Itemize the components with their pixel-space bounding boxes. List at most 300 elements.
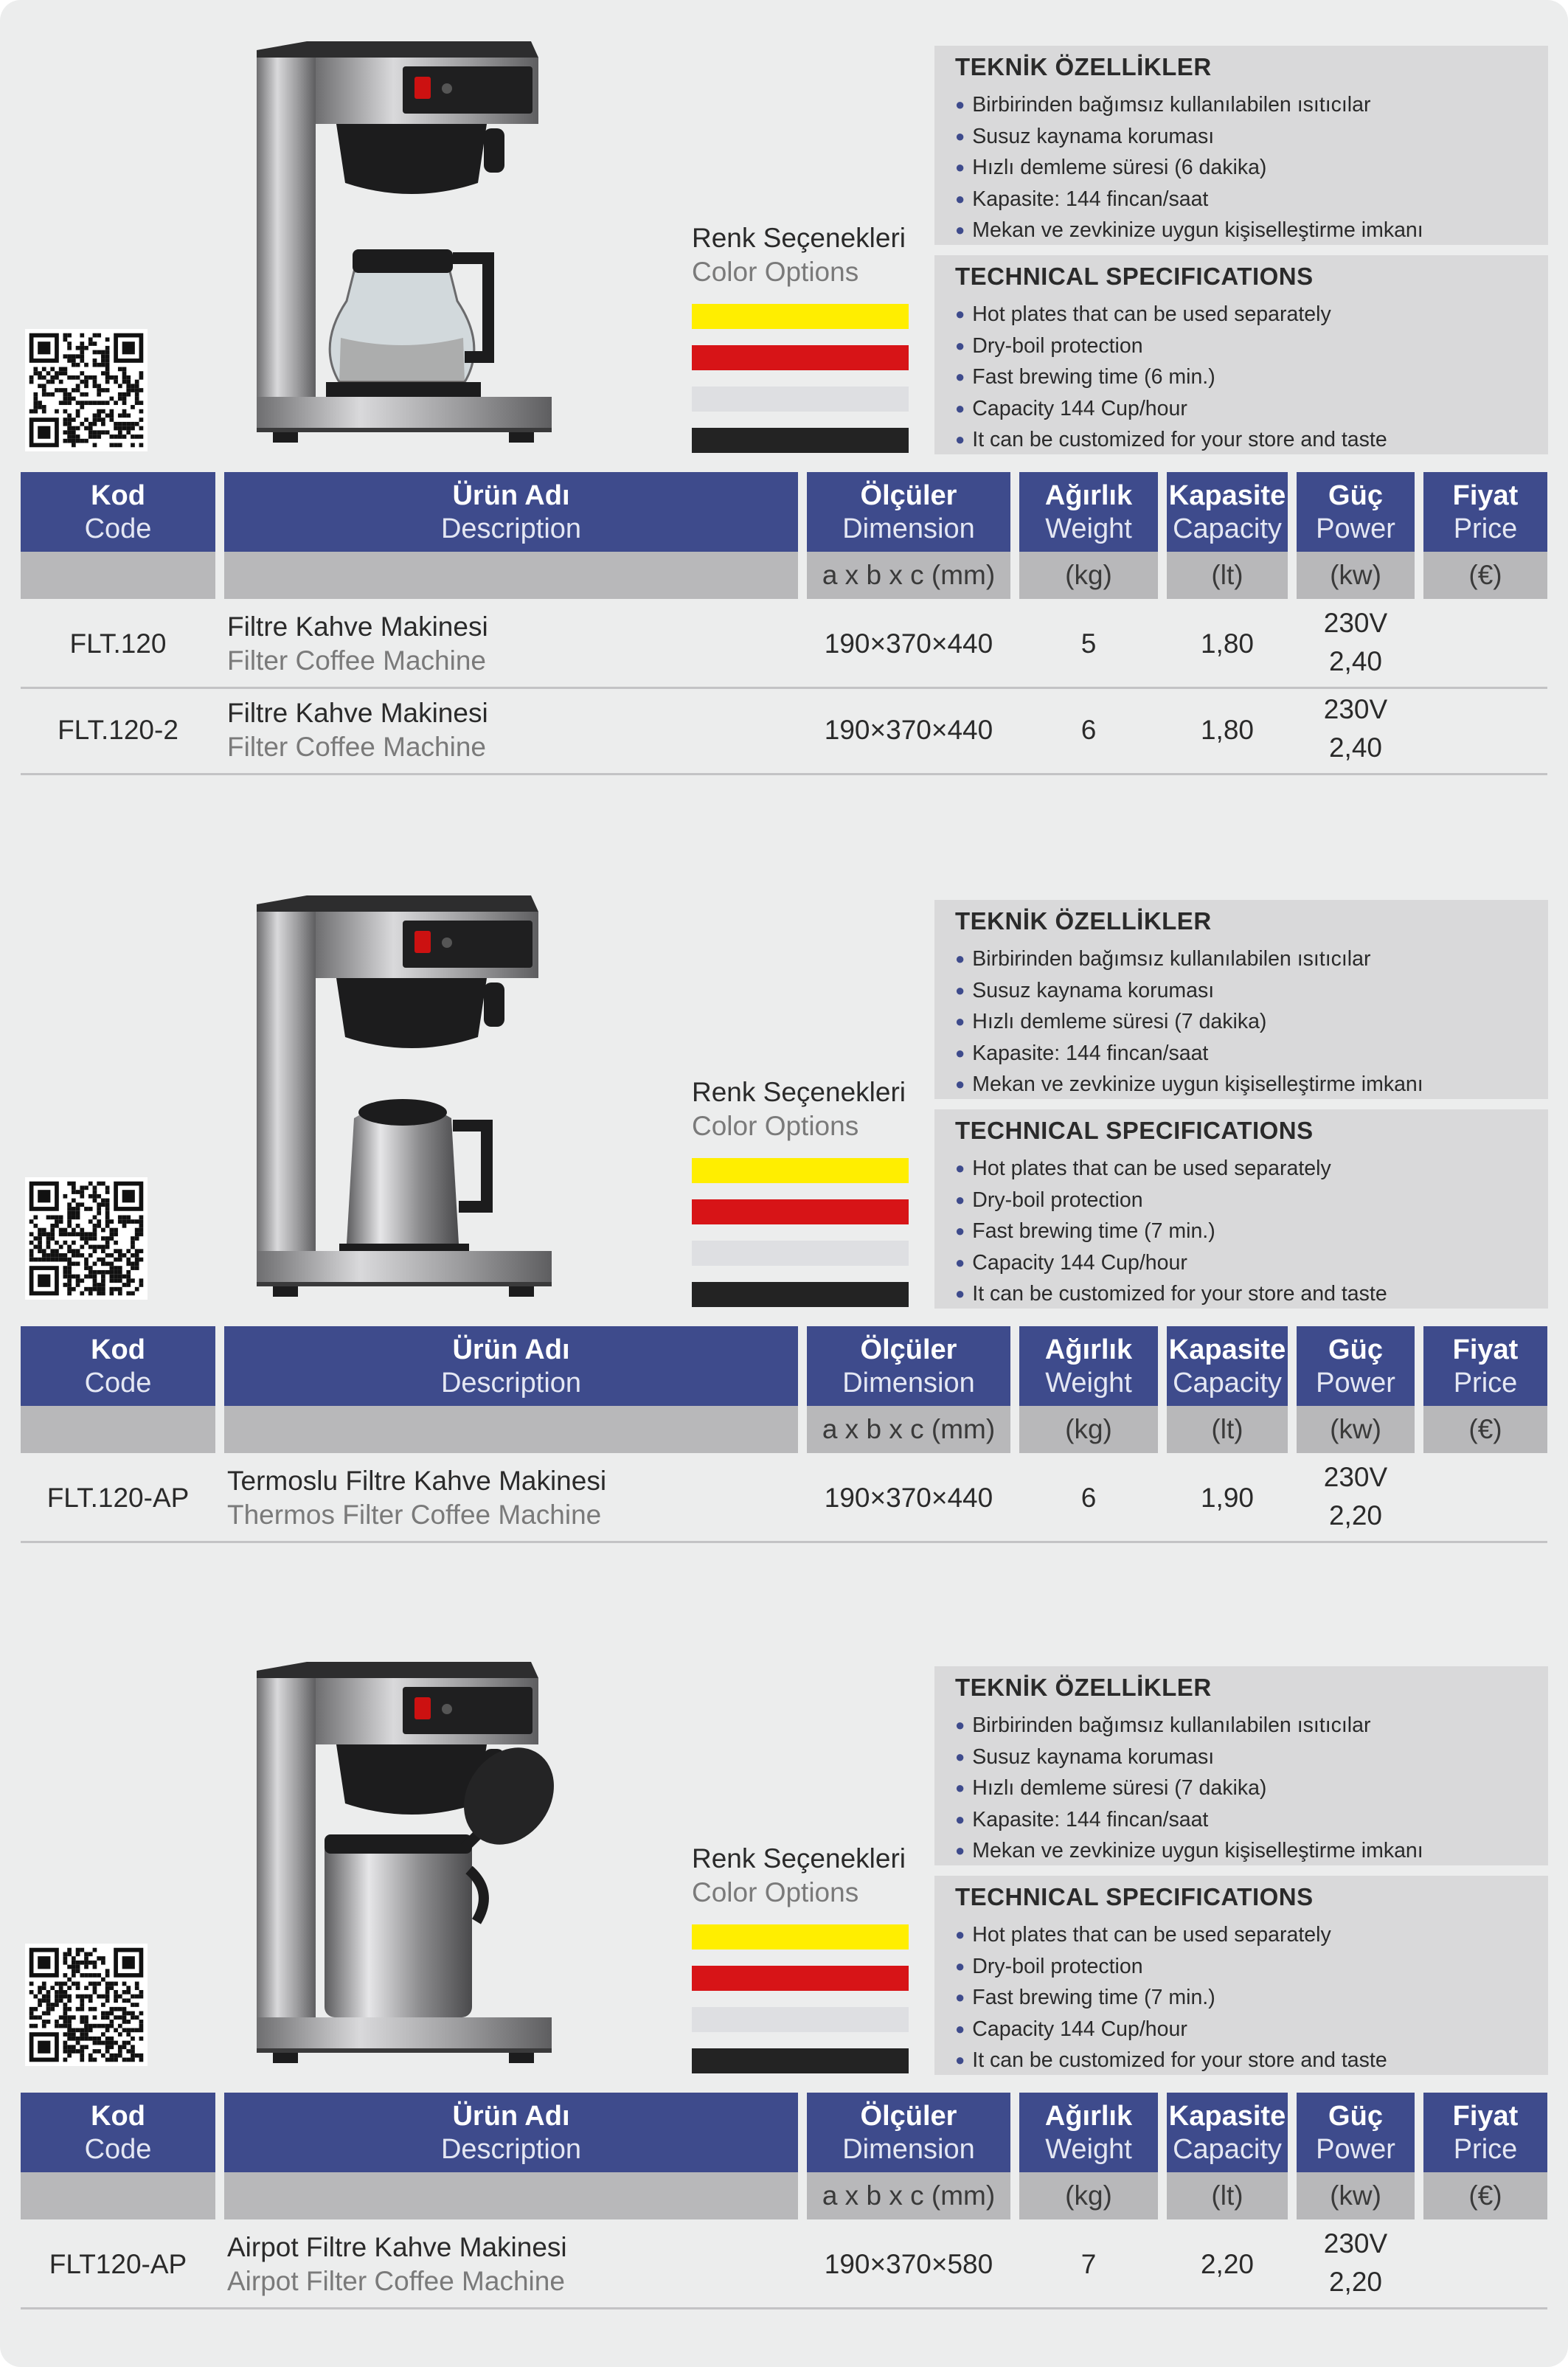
header-weight [1019, 472, 1158, 552]
spec-item [955, 1983, 1387, 2014]
row-description-en: Airpot Filter Coffee Machine [227, 2266, 565, 2296]
spec-item-text: Fast brewing time (6 min.) [972, 365, 1215, 389]
row-power-kw: 2,20 [1328, 2267, 1382, 2297]
color-options-title-en: Color Options [692, 257, 859, 287]
lid-shape [257, 1662, 538, 1678]
color-options-title [692, 221, 906, 289]
spec-item [955, 184, 1423, 216]
row-power-kw: 2,40 [1328, 646, 1382, 676]
bullet-icon: ● [955, 1012, 965, 1030]
spec-item [955, 1742, 1423, 1774]
header-description-en: Description [440, 1368, 582, 1399]
spec-item-text: Hot plates that can be used separately [972, 1923, 1331, 1947]
header-power-tr: Güç [1328, 480, 1383, 511]
spec-item [955, 362, 1387, 394]
spec-item [955, 215, 1423, 247]
row-description-tr: Filtre Kahve Makinesi [227, 698, 488, 728]
header-price-en: Price [1453, 1368, 1518, 1399]
row-description-en: Filter Coffee Machine [227, 732, 486, 762]
column-shape [257, 912, 316, 1280]
spec-item [955, 944, 1423, 976]
row-description-en: Filter Coffee Machine [227, 645, 486, 676]
foot-shape [273, 432, 298, 443]
row-divider [21, 1541, 1547, 1543]
color-swatch[interactable] [692, 345, 909, 370]
bullet-icon: ● [955, 1956, 965, 1975]
header-power [1297, 1326, 1415, 1406]
product-section [0, 28, 1568, 795]
row-weight: 7 [1080, 2249, 1097, 2279]
header-dimension-tr: Ölçüler [860, 2101, 957, 2132]
brew-basket-shape [336, 124, 487, 194]
header-power-en: Power [1316, 513, 1395, 544]
header-price-unit: (€) [1423, 2172, 1547, 2219]
lid-shape [257, 895, 538, 912]
header-code-en: Code [84, 513, 152, 544]
specs-en-box-list [955, 299, 1387, 457]
basket-handle-shape [484, 128, 504, 173]
spec-item-text: Birbirinden bağımsız kullanılabilen ısıtıcılar [972, 1713, 1371, 1737]
spec-item-text: Birbirinden bağımsız kullanılabilen ısıtıcılar [972, 93, 1371, 117]
color-swatch[interactable] [692, 304, 909, 329]
bullet-icon: ● [955, 1190, 965, 1209]
header-weight-en: Weight [1045, 1368, 1132, 1399]
column-shape [257, 1678, 316, 2047]
bullet-icon: ● [955, 1284, 965, 1303]
bullet-icon: ● [955, 1925, 965, 1944]
bullet-icon: ● [955, 2019, 965, 2038]
header-power-en: Power [1316, 2134, 1395, 2165]
row-description-en: Thermos Filter Coffee Machine [227, 1500, 602, 1530]
spec-item [955, 1039, 1423, 1070]
row-capacity: 2,20 [1200, 2249, 1254, 2279]
header-description [224, 1326, 798, 1406]
color-swatch[interactable] [692, 1924, 909, 1950]
spec-item [955, 331, 1387, 363]
bullet-icon: ● [955, 1075, 965, 1093]
header-dimension-unit: a x b x c (mm) [807, 1406, 1010, 1453]
row-power [1297, 604, 1415, 681]
color-options-title-en: Color Options [692, 1877, 859, 1907]
header-code-tr: Kod [91, 480, 145, 511]
qr-code-graphic [25, 1944, 148, 2066]
spec-item [955, 1920, 1387, 1952]
header-dimension-unit: a x b x c (mm) [807, 2172, 1010, 2219]
carafe-lid-shape [353, 249, 453, 273]
header-weight [1019, 2093, 1158, 2172]
header-code-en: Code [84, 2134, 152, 2165]
header-price-tr: Fiyat [1452, 1334, 1519, 1365]
bullet-icon: ● [955, 1716, 965, 1734]
bullet-icon: ● [955, 1778, 965, 1797]
color-swatch[interactable] [692, 1241, 909, 1266]
header-description [224, 472, 798, 552]
spec-item-text: Capacity 144 Cup/hour [972, 2017, 1187, 2041]
color-swatch[interactable] [692, 2048, 909, 2073]
spec-item [955, 2014, 1387, 2046]
spec-item-text: Birbirinden bağımsız kullanılabilen ısıtıcılar [972, 947, 1371, 971]
bullet-icon: ● [955, 980, 965, 999]
bullet-icon: ● [955, 1747, 965, 1766]
header-weight [1019, 1326, 1158, 1406]
row-capacity: 1,80 [1200, 628, 1254, 659]
qr-code-graphic [25, 329, 148, 451]
header-description-tr: Ürün Adı [452, 2101, 570, 2132]
row-description-tr: Airpot Filtre Kahve Makinesi [227, 2232, 567, 2262]
bullet-icon: ● [955, 1252, 965, 1272]
color-swatch[interactable] [692, 2007, 909, 2032]
column-shape [257, 58, 316, 426]
airpot-lid-shape [325, 1834, 472, 1854]
spec-item-text: It can be customized for your store and taste [972, 1282, 1387, 1306]
specs-en-box [934, 1109, 1548, 1309]
spec-item-text: It can be customized for your store and taste [972, 2048, 1387, 2072]
specs-tr-box-title: TEKNİK ÖZELLİKLER [955, 1674, 1212, 1701]
spec-item-text: Dry-boil protection [972, 1188, 1143, 1212]
spec-item-text: Kapasite: 144 fincan/saat [972, 1041, 1209, 1065]
header-weight-tr: Ağırlık [1044, 2101, 1133, 2132]
foot-shape [509, 432, 534, 443]
row-description-tr: Filtre Kahve Makinesi [227, 611, 488, 642]
header-capacity-tr: Kapasite [1168, 480, 1286, 511]
header-dimension-tr: Ölçüler [860, 480, 957, 511]
foot-shape [273, 2053, 298, 2063]
spec-item-text: Hızlı demleme süresi (7 dakika) [972, 1776, 1267, 1800]
base-shape [257, 1251, 552, 1282]
coffee-machine-illustration [243, 28, 568, 448]
spec-item-text: Susuz kaynama koruması [972, 1744, 1215, 1769]
header-capacity-tr: Kapasite [1168, 1334, 1286, 1365]
bullet-icon: ● [955, 1043, 965, 1062]
header-description-unit [224, 1406, 798, 1453]
spec-item [955, 1070, 1423, 1101]
row-dimension: 190×370×440 [824, 628, 993, 659]
specs-tr-box [934, 46, 1548, 245]
row-description [227, 1464, 606, 1532]
spec-item-text: It can be customized for your store and taste [972, 428, 1387, 451]
bullet-icon: ● [955, 189, 965, 208]
row-weight: 5 [1080, 628, 1097, 659]
header-description-en: Description [440, 513, 582, 544]
header-code-en: Code [84, 1368, 152, 1399]
header-price-unit: (€) [1423, 1406, 1547, 1453]
row-code: FLT.120-2 [58, 715, 178, 745]
specs-en-box [934, 1876, 1548, 2075]
header-description-en: Description [440, 2134, 582, 2165]
foot-shape [509, 2053, 534, 2063]
bullet-icon: ● [955, 2051, 965, 2069]
bullet-icon: ● [955, 95, 965, 114]
header-capacity-unit: (lt) [1167, 552, 1288, 599]
bullet-icon: ● [955, 126, 965, 145]
row-code: FLT120-AP [49, 2249, 187, 2279]
row-power [1297, 1458, 1415, 1535]
header-price [1423, 472, 1547, 552]
spec-item [955, 1216, 1387, 1248]
color-swatch[interactable] [692, 1966, 909, 1991]
header-capacity-unit: (lt) [1167, 1406, 1288, 1453]
row-dimension: 190×370×440 [824, 715, 993, 745]
header-description-unit [224, 2172, 798, 2219]
basket-handle-shape [484, 983, 504, 1027]
bullet-icon: ● [955, 367, 965, 386]
header-description-tr: Ürün Adı [452, 1334, 570, 1365]
color-options-title-tr: Renk Seçenekleri [692, 223, 906, 253]
row-divider [21, 2307, 1547, 2309]
header-dimension-en: Dimension [842, 2134, 975, 2165]
header-capacity-tr: Kapasite [1168, 2101, 1286, 2132]
specs-tr-box-title: TEKNİK ÖZELLİKLER [955, 907, 1212, 935]
row-description-tr: Termoslu Filtre Kahve Makinesi [227, 1466, 607, 1496]
header-weight-tr: Ağırlık [1044, 1334, 1133, 1365]
header-code [21, 472, 215, 552]
power-switch-icon [414, 77, 431, 99]
header-weight-en: Weight [1045, 2134, 1132, 2165]
row-description [227, 610, 488, 678]
spec-item-text: Kapasite: 144 fincan/saat [972, 1807, 1209, 1831]
header-capacity-en: Capacity [1173, 513, 1282, 544]
spec-item [955, 976, 1423, 1008]
header-weight-unit: (kg) [1019, 2172, 1158, 2219]
header-power-unit: (kw) [1297, 2172, 1415, 2219]
spec-item [955, 1007, 1423, 1039]
header-power-unit: (kw) [1297, 1406, 1415, 1453]
bullet-icon: ● [955, 1159, 965, 1177]
spec-item [955, 153, 1423, 184]
bullet-icon: ● [955, 430, 965, 448]
specs-en-box-title: TECHNICAL SPECIFICATIONS [955, 1117, 1314, 1144]
header-code-tr: Kod [91, 1334, 145, 1365]
color-options-title-tr: Renk Seçenekleri [692, 1077, 906, 1107]
spec-item-text: Hızlı demleme süresi (6 dakika) [972, 156, 1267, 179]
qr-code [25, 329, 148, 451]
spec-item-text: Hot plates that can be used separately [972, 1157, 1331, 1180]
spec-item [955, 1248, 1387, 1280]
product-photo [243, 882, 568, 1303]
row-power-voltage: 230V [1323, 2228, 1388, 2259]
jug-lid-shape [358, 1099, 447, 1126]
product-section [0, 882, 1568, 1649]
specs-tr-box [934, 900, 1548, 1099]
header-description-unit [224, 552, 798, 599]
specs-en-box-list [955, 1920, 1387, 2077]
row-power-voltage: 230V [1323, 694, 1388, 724]
indicator-light-icon [442, 938, 452, 948]
spec-item [955, 1952, 1387, 1983]
color-swatch[interactable] [692, 1282, 909, 1307]
spec-item [955, 425, 1387, 457]
product-photo [243, 1649, 568, 2069]
spec-item-text: Fast brewing time (7 min.) [972, 1219, 1215, 1243]
row-capacity: 1,90 [1200, 1483, 1254, 1513]
indicator-light-icon [442, 83, 452, 94]
foot-shape [273, 1286, 298, 1297]
spec-item [955, 1773, 1423, 1805]
spec-item [955, 1836, 1423, 1868]
header-power [1297, 2093, 1415, 2172]
header-code [21, 2093, 215, 2172]
specs-en-box-title: TECHNICAL SPECIFICATIONS [955, 1883, 1314, 1910]
header-dimension [807, 1326, 1010, 1406]
header-power-tr: Güç [1328, 1334, 1383, 1365]
bullet-icon: ● [955, 1809, 965, 1829]
row-power [1297, 2225, 1415, 2301]
coffee-machine-illustration [243, 882, 568, 1303]
header-dimension-en: Dimension [842, 1368, 975, 1399]
spec-item-text: Kapasite: 144 fincan/saat [972, 187, 1209, 211]
brew-basket-shape [336, 978, 487, 1048]
qr-code-graphic [25, 1177, 148, 1300]
header-capacity-unit: (lt) [1167, 2172, 1288, 2219]
color-swatch[interactable] [692, 1199, 909, 1224]
color-options-title [692, 1842, 906, 1910]
header-dimension-unit: a x b x c (mm) [807, 552, 1010, 599]
header-power-en: Power [1316, 1368, 1395, 1399]
product-photo [243, 28, 568, 448]
row-code: FLT.120 [69, 628, 167, 659]
spec-item-text: Dry-boil protection [972, 333, 1143, 358]
row-power-kw: 2,20 [1328, 1500, 1382, 1531]
row-weight: 6 [1080, 715, 1097, 745]
row-power-kw: 2,40 [1328, 732, 1382, 763]
spec-item-text: Capacity 144 Cup/hour [972, 396, 1187, 420]
header-price [1423, 2093, 1547, 2172]
row-divider [21, 773, 1547, 775]
header-price-en: Price [1453, 513, 1518, 544]
row-code: FLT.120-AP [46, 1483, 190, 1513]
header-price-tr: Fiyat [1452, 2101, 1519, 2132]
qr-code [25, 1177, 148, 1300]
jug-handle-shape [453, 1126, 487, 1207]
specs-tr-box [934, 1666, 1548, 1865]
row-power-voltage: 230V [1323, 608, 1388, 638]
header-dimension [807, 472, 1010, 552]
header-weight-unit: (kg) [1019, 1406, 1158, 1453]
bullet-icon: ● [955, 305, 965, 323]
bullet-icon: ● [955, 949, 965, 968]
header-capacity [1167, 2093, 1288, 2172]
spec-item [955, 299, 1387, 331]
spec-item-text: Susuz kaynama koruması [972, 978, 1215, 1002]
coffee-machine-illustration [243, 1649, 568, 2069]
spec-item-text: Hot plates that can be used separately [972, 302, 1331, 326]
spec-item-text: Capacity 144 Cup/hour [972, 1250, 1187, 1275]
spec-item [955, 1154, 1387, 1185]
row-power [1297, 690, 1415, 767]
header-capacity-en: Capacity [1173, 1368, 1282, 1399]
bullet-icon: ● [955, 1221, 965, 1240]
header-dimension-en: Dimension [842, 513, 975, 544]
hot-plate-shape [326, 382, 481, 397]
header-power [1297, 472, 1415, 552]
airpot-shape [325, 1840, 472, 2017]
spec-item-text: Fast brewing time (7 min.) [972, 1986, 1215, 2009]
spec-item-text: Mekan ve zevkinize uygun kişiselleştirme imkanı [972, 218, 1423, 242]
bullet-icon: ● [955, 158, 965, 176]
base-shape [257, 397, 552, 428]
spec-item [955, 1711, 1423, 1742]
row-description [227, 696, 488, 764]
power-switch-icon [414, 931, 431, 953]
header-capacity-en: Capacity [1173, 2134, 1282, 2165]
header-code-unit [21, 2172, 215, 2219]
bullet-icon: ● [955, 221, 965, 239]
header-power-unit: (kw) [1297, 552, 1415, 599]
specs-tr-box-list [955, 944, 1423, 1101]
color-swatch[interactable] [692, 428, 909, 453]
specs-en-box [934, 255, 1548, 454]
header-price-unit: (€) [1423, 552, 1547, 599]
row-dimension: 190×370×440 [824, 1483, 993, 1513]
header-price [1423, 1326, 1547, 1406]
spec-item-text: Susuz kaynama koruması [972, 124, 1215, 148]
foot-shape [509, 1286, 534, 1297]
header-code-unit [21, 1406, 215, 1453]
header-weight-en: Weight [1045, 513, 1132, 544]
header-description [224, 2093, 798, 2172]
bullet-icon: ● [955, 1988, 965, 2006]
specs-en-box-title: TECHNICAL SPECIFICATIONS [955, 263, 1314, 290]
color-swatch[interactable] [692, 1158, 909, 1183]
header-dimension-tr: Ölçüler [860, 1334, 957, 1365]
base-shape [257, 2017, 552, 2048]
row-power-voltage: 230V [1323, 1462, 1388, 1492]
header-code-unit [21, 552, 215, 599]
header-description-tr: Ürün Adı [452, 480, 570, 511]
header-weight-unit: (kg) [1019, 552, 1158, 599]
color-swatch[interactable] [692, 387, 909, 412]
row-description [227, 2231, 567, 2298]
color-options-title [692, 1075, 906, 1143]
spec-item-text: Mekan ve zevkinize uygun kişiselleştirme imkanı [972, 1072, 1423, 1096]
spec-item [955, 1805, 1423, 1837]
header-capacity [1167, 472, 1288, 552]
header-price-tr: Fiyat [1452, 480, 1519, 511]
qr-code [25, 1944, 148, 2066]
color-options-title-en: Color Options [692, 1111, 859, 1141]
spec-item-text: Dry-boil protection [972, 1954, 1143, 1978]
bullet-icon: ● [955, 336, 965, 355]
bullet-icon: ● [955, 398, 965, 417]
spec-item [955, 2045, 1387, 2077]
spec-item [955, 394, 1387, 426]
product-section [0, 1649, 1568, 2367]
spec-item [955, 1185, 1387, 1217]
spec-item [955, 90, 1423, 122]
lid-shape [257, 41, 538, 58]
spec-item [955, 1279, 1387, 1311]
specs-en-box-list [955, 1154, 1387, 1311]
row-dimension: 190×370×580 [824, 2249, 993, 2279]
header-price-en: Price [1453, 2134, 1518, 2165]
header-weight-tr: Ağırlık [1044, 480, 1133, 511]
header-power-tr: Güç [1328, 2101, 1383, 2132]
header-code-tr: Kod [91, 2101, 145, 2132]
spec-item [955, 122, 1423, 153]
specs-tr-box-title: TEKNİK ÖZELLİKLER [955, 53, 1212, 80]
row-capacity: 1,80 [1200, 715, 1254, 745]
power-switch-icon [414, 1697, 431, 1719]
indicator-light-icon [442, 1704, 452, 1714]
header-code [21, 1326, 215, 1406]
row-weight: 6 [1080, 1483, 1097, 1513]
specs-tr-box-list [955, 1711, 1423, 1868]
color-options-title-tr: Renk Seçenekleri [692, 1843, 906, 1874]
specs-tr-box-list [955, 90, 1423, 247]
header-capacity [1167, 1326, 1288, 1406]
spec-item-text: Hızlı demleme süresi (7 dakika) [972, 1010, 1267, 1033]
spec-item-text: Mekan ve zevkinize uygun kişiselleştirme imkanı [972, 1839, 1423, 1862]
